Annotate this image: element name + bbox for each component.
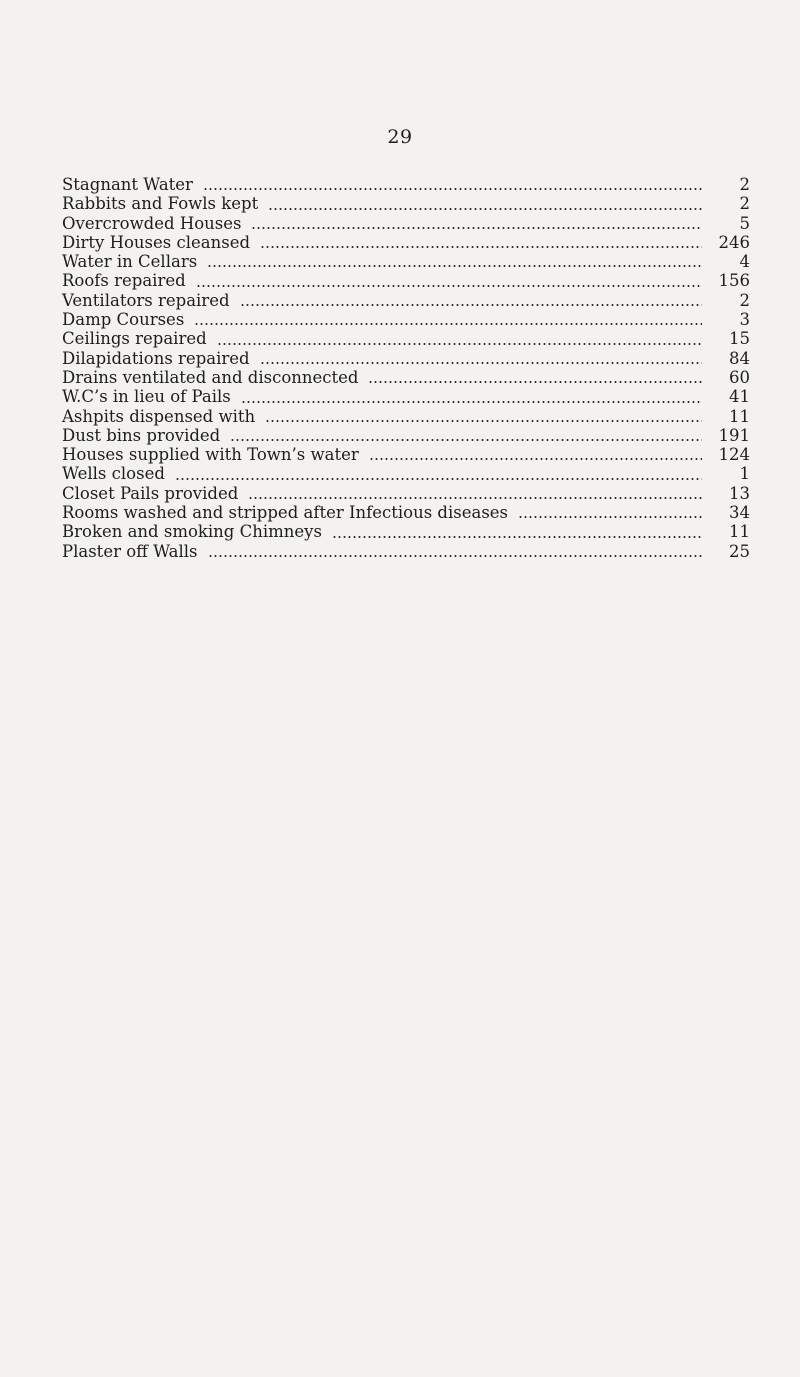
row-label: Damp Courses: [62, 310, 185, 330]
row-value: 2: [739, 290, 750, 310]
row-value: 2: [739, 194, 750, 214]
dot-leader: [251, 227, 702, 229]
row-value: 11: [729, 522, 750, 542]
dot-leader: [217, 343, 702, 345]
row-label: Water in Cellars: [62, 252, 198, 272]
row-value: 41: [729, 387, 750, 407]
dot-leader: [268, 208, 702, 210]
dot-leader: [203, 188, 702, 190]
row-label: Ventilators repaired: [62, 290, 230, 310]
row-value: 2: [739, 175, 750, 194]
table-row: [62, 426, 750, 445]
row-value: 5: [739, 213, 750, 233]
row-label: Drains ventilated and disconnected: [62, 367, 359, 387]
row-label: Rooms washed and stripped after Infectious diseases: [62, 503, 509, 523]
table-row: [62, 522, 750, 541]
row-value: 246: [718, 232, 750, 252]
dot-leader: [369, 458, 702, 460]
dot-leader: [207, 265, 702, 267]
table-row: [62, 464, 750, 483]
dot-leader: [175, 478, 702, 480]
row-label: Closet Pails provided: [62, 483, 239, 503]
row-value: 4: [739, 252, 750, 272]
row-label: Broken and smoking Chimneys: [62, 522, 322, 542]
dot-leader: [208, 555, 703, 557]
table-row: [62, 175, 750, 194]
row-value: 25: [729, 541, 750, 561]
table-row: [62, 503, 750, 522]
row-label: Overcrowded Houses: [62, 213, 242, 233]
table-row: [62, 329, 750, 348]
dot-leader: [194, 323, 702, 325]
dot-leader: [518, 516, 702, 518]
row-value: 84: [729, 348, 750, 368]
dot-leader: [260, 362, 702, 364]
row-label: Dilapidations repaired: [62, 348, 250, 368]
row-label: Dirty Houses cleansed: [62, 232, 251, 252]
dot-leader: [196, 285, 702, 287]
page-number: 29: [387, 126, 413, 148]
dot-leader: [265, 420, 702, 422]
dot-leader: [241, 401, 702, 403]
dot-leader: [230, 439, 702, 441]
row-label: Houses supplied with Town’s water: [62, 445, 359, 465]
sanitary-works-table: [62, 175, 750, 561]
row-value: 13: [729, 483, 750, 503]
table-row: [62, 252, 750, 271]
table-row: [62, 271, 750, 290]
dot-leader: [260, 246, 702, 248]
row-label: Ceilings repaired: [62, 329, 207, 349]
row-value: 156: [718, 271, 750, 291]
table-row: [62, 194, 750, 213]
row-label: W.C’s in lieu of Pails: [62, 387, 231, 407]
dot-leader: [332, 536, 702, 538]
row-value: 3: [739, 310, 750, 330]
row-value: 124: [718, 445, 750, 465]
table-row: [62, 445, 750, 464]
table-row: [62, 291, 750, 310]
row-label: Wells closed: [62, 464, 165, 484]
row-value: 11: [729, 406, 750, 426]
row-label: Plaster off Walls: [62, 541, 198, 561]
dot-leader: [368, 381, 702, 383]
row-label: Stagnant Water: [62, 175, 193, 194]
table-row: [62, 214, 750, 233]
row-value: 191: [718, 425, 750, 445]
row-value: 34: [729, 503, 750, 523]
table-row: [62, 368, 750, 387]
row-label: Roofs repaired: [62, 271, 186, 291]
table-row: [62, 349, 750, 368]
table-row: [62, 387, 750, 406]
table-row: [62, 484, 750, 503]
row-value: 60: [729, 367, 750, 387]
row-label: Ashpits dispensed with: [62, 406, 256, 426]
table-row: [62, 233, 750, 252]
table-row: [62, 407, 750, 426]
row-label: Rabbits and Fowls kept: [62, 194, 259, 214]
table-row: [62, 542, 750, 561]
table-row: [62, 310, 750, 329]
dot-leader: [240, 304, 702, 306]
row-value: 15: [729, 329, 750, 349]
dot-leader: [248, 497, 702, 499]
row-label: Dust bins provided: [62, 425, 221, 445]
row-value: 1: [739, 464, 750, 484]
